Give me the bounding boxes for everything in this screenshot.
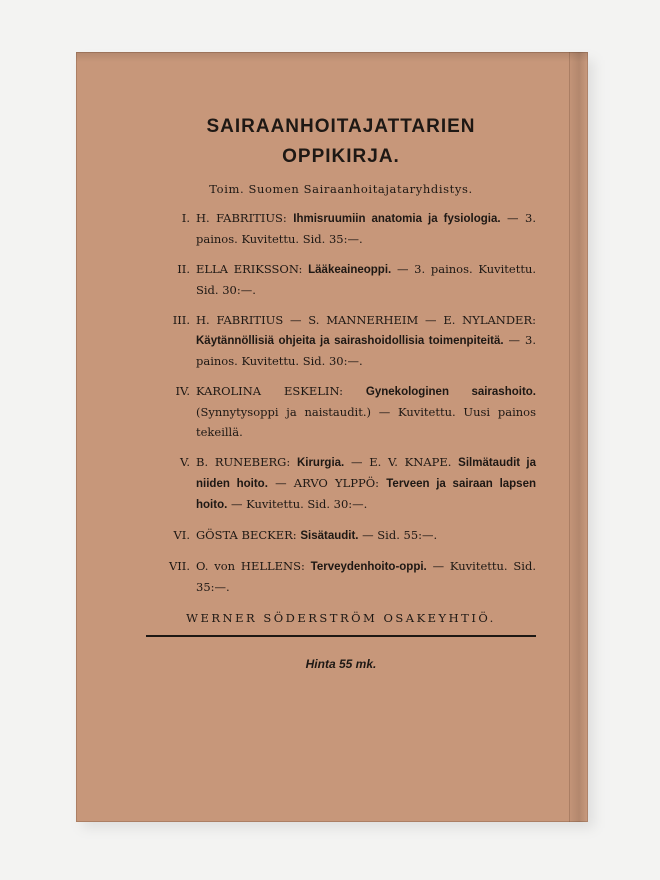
- item-title: Ihmisruumiin anatomia ja fysiologia.: [293, 213, 501, 225]
- item-title: Lääkeaineoppi.: [308, 264, 392, 276]
- item-title-2: Silmätaudit ja niiden hoito.: [196, 457, 536, 490]
- item-text: [196, 452, 536, 515]
- book-list-item-1: [146, 208, 536, 249]
- item-details-3: — Kuvitettu. Sid. 30:—.: [227, 497, 368, 511]
- book-list-item-4: [146, 381, 536, 442]
- item-title: Sisätaudit.: [300, 530, 359, 542]
- item-details: — 3. painos. Kuvitettu. Sid. 30:—.: [196, 262, 537, 297]
- item-author: ELLA ERIKSSON:: [196, 262, 309, 276]
- item-title: Käytännöllisiä ohjeita ja sairashoidollisia toimenpiteitä.: [196, 335, 504, 347]
- item-details: (Synnytysoppi ja naistaudit.) — Kuvitettu. Uusi painos tekeillä.: [196, 405, 536, 439]
- item-author: H. FABRITIUS — S. MANNERHEIM — E. NYLANDER:: [196, 313, 536, 327]
- item-author: KAROLINA ESKELIN:: [196, 384, 366, 398]
- item-details: — 3. painos. Kuvitettu. Sid. 30:—.: [196, 333, 536, 368]
- item-text: [196, 208, 536, 249]
- publisher-name: WERNER SÖDERSTRÖM OSAKEYHTIÖ.: [186, 611, 496, 625]
- item-author: O. von HELLENS:: [196, 559, 311, 573]
- book-list-item-5: [146, 452, 536, 515]
- item-number: III.: [172, 313, 190, 327]
- top-edge: [76, 52, 588, 62]
- cover-text: [146, 112, 536, 683]
- item-number: VII.: [168, 559, 190, 573]
- item-details: — E. V. KNAPE.: [344, 455, 459, 469]
- editor-line: Toim. Suomen Sairaanhoitajataryhdistys.: [209, 182, 473, 196]
- series-title-line2: OPPIKIRJA.: [282, 146, 400, 167]
- price-label: Hinta 55 mk.: [305, 657, 377, 671]
- item-number: IV.: [175, 384, 190, 398]
- divider-rule: [146, 635, 536, 637]
- item-details: — 3. painos. Kuvitettu. Sid. 35:—.: [196, 211, 537, 246]
- item-text: [196, 525, 536, 546]
- spine-edge: [569, 52, 588, 822]
- item-number: VI.: [173, 528, 190, 542]
- item-number: V.: [180, 455, 190, 469]
- item-text: [196, 259, 536, 300]
- item-author: GÖSTA BECKER:: [196, 528, 301, 542]
- book-list-item-2: [146, 259, 536, 300]
- book-back-cover: [76, 52, 588, 822]
- item-author: H. FABRITIUS:: [196, 211, 294, 225]
- item-title: Gynekologinen sairashoito.: [365, 386, 536, 398]
- item-details-2: — ARVO YLPPÖ:: [267, 476, 387, 490]
- item-text: [196, 556, 536, 597]
- book-list-item-3: [146, 310, 536, 371]
- series-title-line1: SAIRAANHOITAJATTARIEN: [206, 116, 476, 137]
- item-details: — Sid. 55:—.: [358, 528, 438, 542]
- book-list-item-7: [146, 556, 536, 597]
- item-author: B. RUNEBERG:: [196, 455, 297, 469]
- book-list-item-6: [146, 525, 536, 546]
- item-number: I.: [181, 211, 190, 225]
- item-text: [196, 310, 536, 371]
- item-title: Kirurgia.: [296, 457, 345, 469]
- item-text: [196, 381, 536, 442]
- item-title-3: Terveen ja sairaan lapsen hoito.: [196, 478, 536, 511]
- item-number: II.: [177, 262, 190, 276]
- item-title: Terveydenhoito-oppi.: [310, 561, 427, 573]
- item-details: — Kuvitettu. Sid. 35:—.: [196, 559, 536, 594]
